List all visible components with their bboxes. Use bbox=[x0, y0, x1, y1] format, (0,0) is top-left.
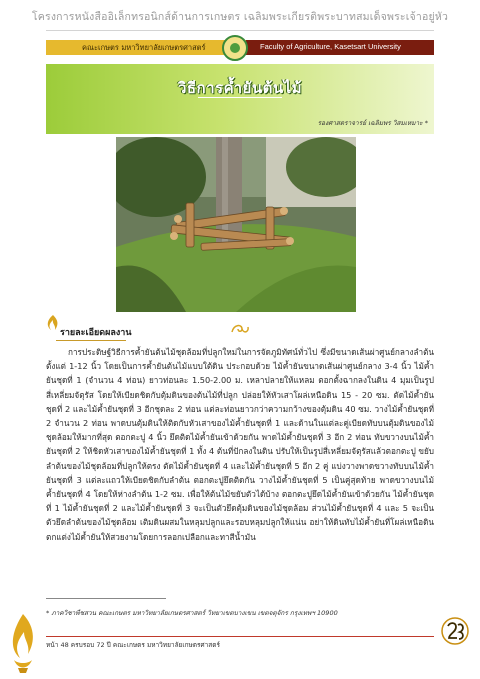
faculty-name-english: Faculty of Agriculture, Kasetsart University bbox=[260, 42, 401, 51]
author-affiliation-footnote: * ภาควิชาพืชสวน คณะเกษตร มหาวิทยาลัยเกษตรศาสตร์ วิทยาเขตบางเขน เขตจตุจักร กรุงเทพฯ 10900 bbox=[46, 609, 338, 617]
footnote-divider bbox=[46, 598, 166, 599]
page-header-title: โครงการหนังสืออิเล็กทรอนิกส์ด้านการเกษตร เฉลิมพระเกียรติพระบาทสมเด็จพระเจ้าอยู่หัว bbox=[31, 11, 449, 23]
body-paragraph: การประดิษฐ์วิธีการค้ำยันต้นไม้ชุดล้อมที่ปลูกใหม่ในการจัดภูมิทัศน์ทั่วไป ซึ่งมีขนาดเส้นผ่าศูนย์กลางลำต้นตั้งแต่ 1-12 นิ้ว โดยเป็นการค้ำยันต้นไม้แบบใต้ดิน ประกอบด้วย ไม้ค้ำยันขนาดเส้นผ่าศูนย์กลาง 3-4 นิ้ว ไม้ค้ำยันชุดที่ 1 (จำนวน 4 ท่อน) ยาวท่อนละ 1.50-2.00 ม. เหลาปลายให้แหลม ตอกตั้งฉากลงในดิน 4 มุมเป็นรูปสี่เหลี่ยมจัตุรัส โดยให้เบียดชิดกับตุ้มดินของต้นไม้ที่ปลูก ปล่อยให้หัวเสาโผล่เหนือดิน 15 - 20 ซม. ตัดไม้ค้ำยันชุดที่ 2 และไม้ค้ำยันชุดที่ 3 อีกชุดละ 2 ท่อน แต่ละท่อนยาวกว่าความกว้างของตุ้มดิน 40 ซม. วางไม้ค้ำยันชุดที่ 2 จำนวน 2 ท่อน พาดบนตุ้มดินให้ติดกับหัวเสาของไม้ค้ำยันชุดที่ 1 และด้านในแต่ละคู่เบียดทับบนตุ้มดินของไม้ชุดล้อมให้มากที่สุด ตอกตะปู 4 นิ้ว ยึดติดไม้ค้ำยันเข้าด้วยกัน พาดไม้ค้ำยันชุดที่ 3 อีก 2 ท่อน ทับขวางบนไม้ค้ำยันชุดที่ 2 ให้ชิดหัวเสาของไม้ค้ำยันชุดที่ 1 ทั้ง 4 ต้นที่ปักลงในดิน ปรับให้เป็นรูปสี่เหลี่ยมจัตุรัสแล้วตอกตะปู ขยับลำต้นของไม้ชุดล้อมที่ปลูกให้ตรง ตัดไม้ค้ำยันชุดที่ 4 และไม้ค้ำยันชุดที่ 5 อีก 2 คู่ แบ่งวางพาดขวางทับบนไม้ค้ำยันชุดที่ 3 แต่ละแถวให้เบียดชิดกับลำต้น ตอกตะปูยึดติดกัน วางไม้ค้ำยันชุดที่ 5 เป็นคู่สุดท้าย พาดขวางบนไม้ค้ำยันชุดที่ 4 โดยให้ห่างลำต้น 1-2 ซม. เพื่อให้ต้นไม้ขยับตัวได้บ้าง ตอกตะปูยึดไม้ค้ำยันเข้าด้วยกัน ไม้ค้ำยันชุดที่ 1 ไม้ค้ำยันชุดที่ 2 และไม้ค้ำยันชุดที่ 3 จะเป็นตัวยึดตุ้มดินของไม้ชุดล้อม ส่วนไม้ค้ำยันชุดที่ 4 และ 5 จะเป็นตัวยึดลำต้นของไม้ชุดล้อม เติมดินผสมในหลุมปลูกและรอบหลุมปลูกให้แน่น อย่าให้ดินทับไม้ค้ำยันที่โผล่เหนือดิน ตกแต่งไม้ค้ำยันให้สวยงามโดยการลอกเปลือกและทาสีน้ำมัน bbox=[46, 347, 434, 542]
article-title: วิธีการค้ำยันต้นไม้ bbox=[177, 79, 303, 97]
author-line: รองศาสตราจารย์ เฉลิมพร วิสมเหมาะ * bbox=[317, 119, 428, 127]
title-underline bbox=[198, 97, 282, 98]
section-heading-rule bbox=[56, 340, 126, 341]
university-logo-icon bbox=[222, 35, 248, 61]
page-footer: หน้า 48 ครบรอบ 72 ปี คณะเกษตร มหาวิทยาลัยเกษตรศาสตร์ bbox=[46, 641, 220, 649]
header-divider bbox=[46, 30, 434, 31]
faculty-name-thai: คณะเกษตร มหาวิทยาลัยเกษตรศาสตร์ bbox=[82, 43, 206, 52]
swirl-ornament-icon bbox=[230, 322, 250, 336]
flame-emblem-icon bbox=[8, 612, 38, 674]
footer-divider bbox=[46, 636, 434, 637]
numeral-72-emblem-icon bbox=[440, 614, 470, 648]
section-heading: รายละเอียดผลงาน bbox=[60, 328, 132, 338]
article-body bbox=[46, 345, 434, 544]
photo-illustration bbox=[116, 137, 356, 312]
tree-support-photo bbox=[116, 137, 356, 312]
